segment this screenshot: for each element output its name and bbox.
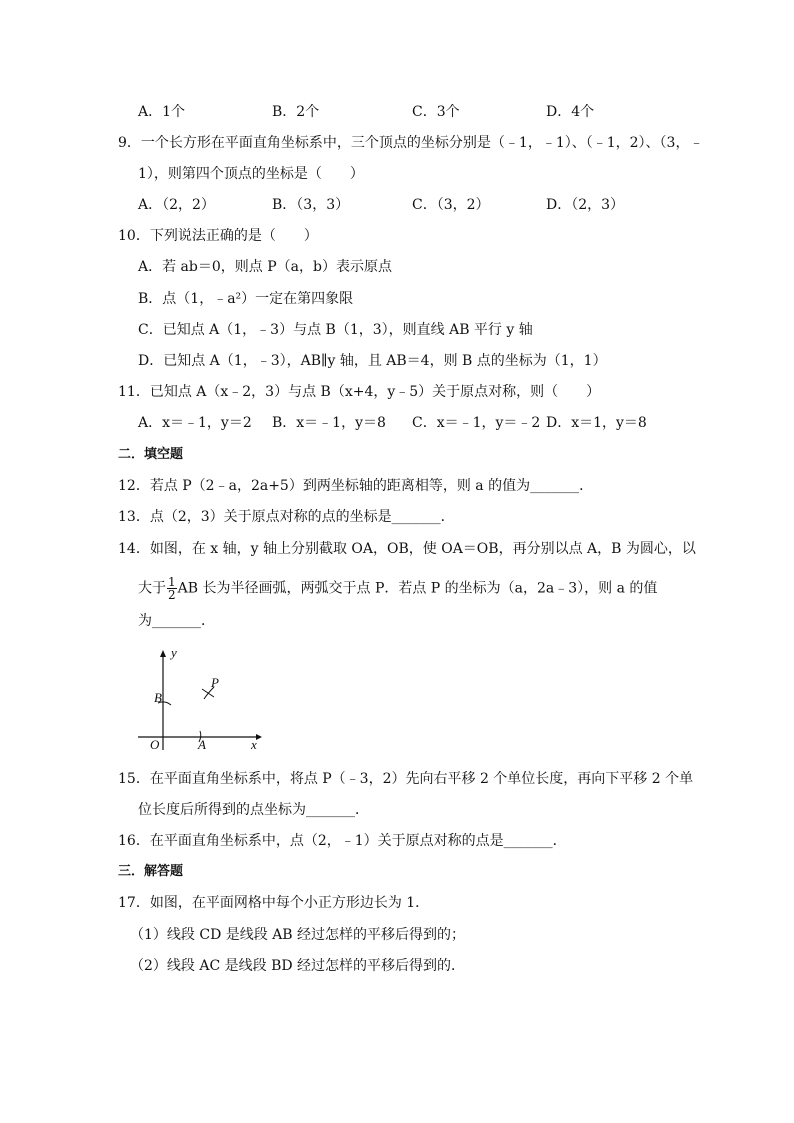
q9-option-b: B．（3，3） bbox=[272, 197, 350, 213]
q17-sub1: （1）线段 CD 是线段 AB 经过怎样的平移后得到的； bbox=[130, 927, 466, 943]
x-axis-label: x bbox=[251, 737, 257, 752]
q8-option-d: D．4个 bbox=[546, 104, 595, 120]
origin-label: O bbox=[150, 737, 160, 752]
point-p-label: P bbox=[211, 675, 219, 690]
q14-stem-line1: 14．如图，在 x 轴，y 轴上分别截取 OA，OB，使 OA＝OB，再分别以点 A，B 为圆心，以 bbox=[118, 541, 696, 557]
q10-stem: 10．下列说法正确的是（ ） bbox=[118, 228, 318, 244]
q17-stem: 17．如图，在平面网格中每个小正方形边长为 1． bbox=[118, 895, 430, 911]
q9-option-a: A．（2，2） bbox=[138, 197, 215, 213]
point-b-label: B bbox=[154, 690, 162, 705]
q8-option-a: A．1个 bbox=[138, 104, 186, 120]
q10-option-d: D．已知点 A（1，﹣3），AB∥y 轴，且 AB＝4，则 B 点的坐标为（1，1） bbox=[138, 353, 607, 369]
y-axis-label: y bbox=[171, 645, 177, 660]
q14-stem-line2 bbox=[138, 576, 657, 601]
q11-option-a: A．x＝﹣1，y＝2 bbox=[138, 415, 252, 431]
q10-option-a: A．若 ab＝0，则点 P（a，b）表示原点 bbox=[138, 259, 392, 275]
q14-line2-prefix: 大于 bbox=[138, 580, 166, 597]
q14-figure bbox=[138, 645, 268, 755]
q11-stem: 11．已知点 A（x﹣2，3）与点 B（x+4，y﹣5）关于原点对称，则（ ） bbox=[118, 384, 601, 400]
one-half-fraction bbox=[167, 576, 177, 601]
q9-option-d: D．（2，3） bbox=[546, 197, 625, 213]
q14-stem-line3: 为_______． bbox=[138, 613, 215, 629]
section-fill-in-title: 二．填空题 bbox=[118, 447, 184, 462]
q16-stem: 16．在平面直角坐标系中，点（2，﹣1）关于原点对称的点是_______． bbox=[118, 833, 567, 849]
q11-option-d: D．x＝1，y＝8 bbox=[546, 415, 647, 431]
q13-stem: 13．点（2，3）关于原点对称的点的坐标是_______． bbox=[118, 509, 455, 525]
q8-option-b: B．2个 bbox=[272, 104, 320, 120]
q14-line2-suffix: AB 长为半径画弧，两弧交于点 P．若点 P 的坐标为（a，2a﹣3），则 a 的值 bbox=[177, 580, 658, 597]
q11-option-c: C．x＝﹣1，y＝﹣2 bbox=[412, 415, 541, 431]
section-answer-title: 三．解答题 bbox=[118, 864, 184, 879]
q9-stem-line1: 9．一个长方形在平面直角坐标系中，三个顶点的坐标分别是（﹣1，﹣1）、（﹣1，2）、（3，﹣ bbox=[118, 135, 704, 151]
q12-stem: 12．若点 P（2﹣a，2a+5）到两坐标轴的距离相等，则 a 的值为_______． bbox=[118, 478, 594, 494]
q8-option-c: C．3个 bbox=[412, 104, 460, 120]
fraction-denominator: 2 bbox=[168, 588, 176, 602]
q10-option-b: B．点（1，﹣a²）一定在第四象限 bbox=[138, 291, 354, 307]
x-axis-arrow-icon bbox=[256, 734, 262, 740]
y-axis-arrow-icon bbox=[160, 650, 166, 657]
q15-stem-line2: 位长度后所得到的点坐标为_______． bbox=[138, 802, 369, 818]
point-a-label: A bbox=[198, 737, 206, 752]
q10-option-c: C．已知点 A（1，﹣3）与点 B（1，3），则直线 AB 平行 y 轴 bbox=[138, 322, 533, 338]
q9-option-c: C．（3，2） bbox=[412, 197, 490, 213]
q11-option-b: B．x＝﹣1，y＝8 bbox=[272, 415, 386, 431]
fraction-numerator: 1 bbox=[168, 575, 176, 589]
q15-stem-line1: 15．在平面直角坐标系中，将点 P（﹣3，2）先向右平移 2 个单位长度，再向下平移 2 个单 bbox=[118, 771, 694, 787]
q17-sub2: （2）线段 AC 是线段 BD 经过怎样的平移后得到的． bbox=[130, 958, 466, 974]
q9-stem-line2: 1），则第四个顶点的坐标是（ ） bbox=[138, 166, 364, 182]
